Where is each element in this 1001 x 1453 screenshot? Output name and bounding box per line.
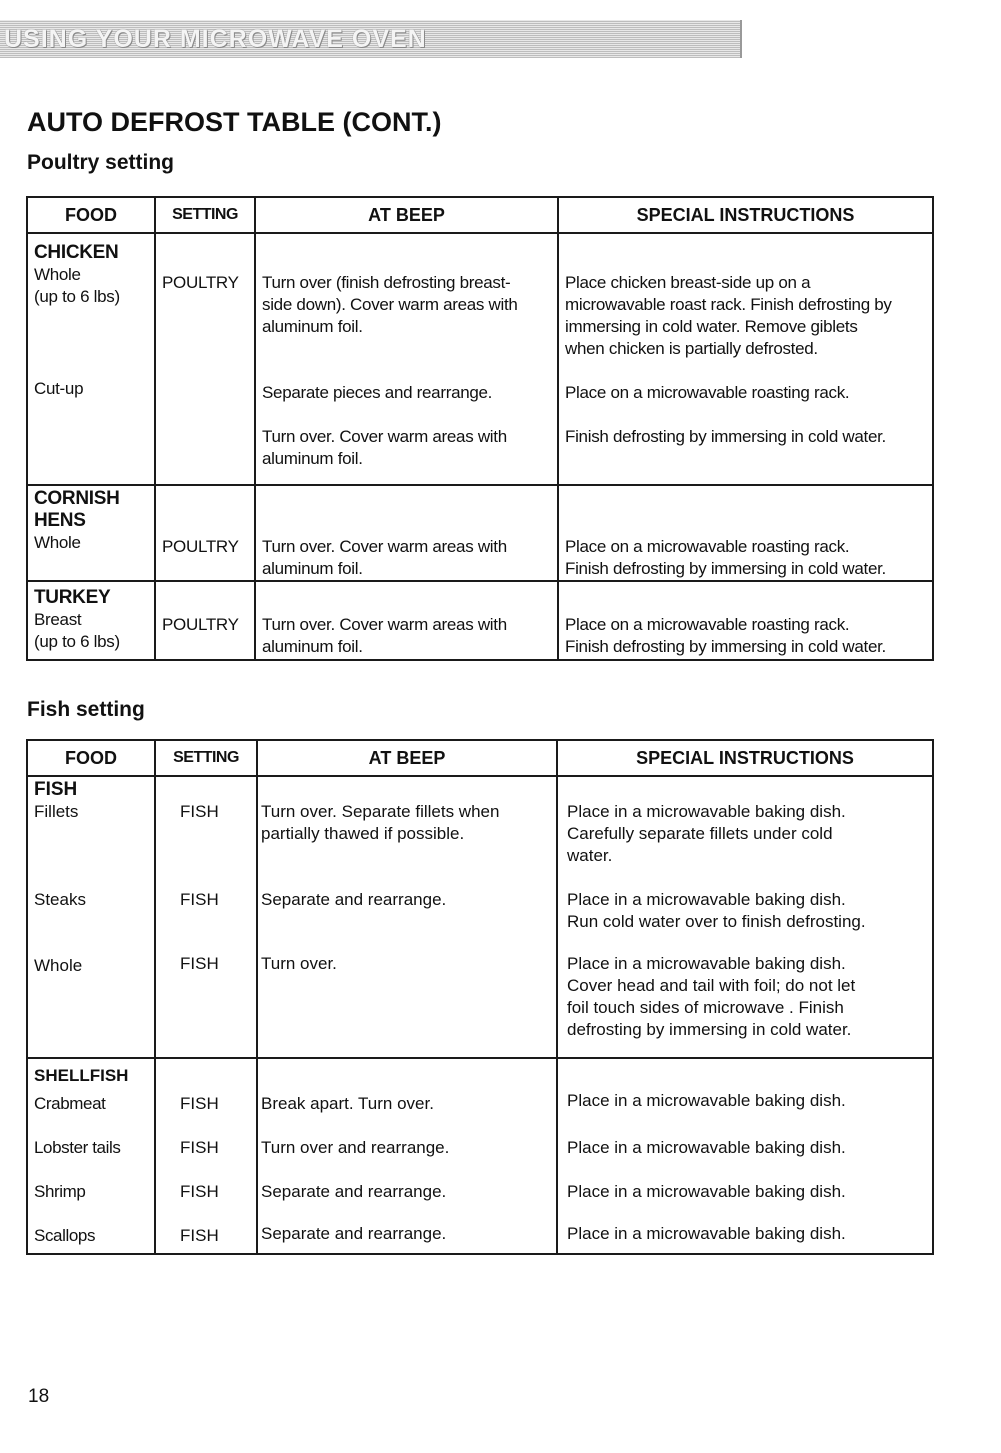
page-title: AUTO DEFROST TABLE (CONT.) xyxy=(27,107,442,137)
food-cell xyxy=(27,233,155,360)
at-beep-cell: Separate and rearrange. xyxy=(257,1159,557,1203)
column-header-food: FOOD xyxy=(27,197,155,233)
food-category-shellfish: SHELLFISH xyxy=(34,1066,129,1085)
column-header-setting: SETTING xyxy=(155,197,255,233)
at-beep-cell xyxy=(255,485,558,581)
table-header-row xyxy=(27,740,933,776)
food-cell xyxy=(27,404,155,485)
food-name: Cut-up xyxy=(27,360,155,404)
setting-cell xyxy=(155,1058,257,1087)
food-cell xyxy=(27,1058,155,1087)
text-line: Carefully separate fillets under cold xyxy=(567,824,833,843)
food-qualifier: (up to 6 lbs) xyxy=(34,632,120,651)
fish-section-title: Fish setting xyxy=(27,698,145,721)
text-line: Run cold water over to finish defrosting. xyxy=(567,912,866,931)
food-category-turkey: TURKEY xyxy=(34,587,111,608)
page-number: 18 xyxy=(28,1386,50,1407)
setting-cell: POULTRY xyxy=(155,581,255,660)
table-row xyxy=(27,1087,933,1115)
text-line: water. xyxy=(567,846,613,865)
setting-cell: FISH xyxy=(155,1203,257,1254)
food-name: Steaks xyxy=(27,867,155,933)
text-line: side down). Cover warm areas with xyxy=(262,295,518,314)
column-header-at-beep: AT BEEP xyxy=(255,197,558,233)
text-line: Turn over. Cover warm areas with xyxy=(262,615,507,634)
table-row xyxy=(27,1058,933,1087)
fish-defrost-table xyxy=(26,739,934,1255)
food-name: Whole xyxy=(34,265,81,284)
at-beep-cell: Separate pieces and rearrange. xyxy=(255,360,558,404)
section-header-band xyxy=(0,20,742,58)
food-name: Breast xyxy=(34,610,82,629)
food-name: Whole xyxy=(27,933,155,1058)
setting-cell: FISH xyxy=(155,1159,257,1203)
setting-cell xyxy=(155,360,255,404)
at-beep-cell xyxy=(255,404,558,485)
at-beep-cell: Separate and rearrange. xyxy=(257,867,557,933)
table-row xyxy=(27,360,933,404)
food-name: Shrimp xyxy=(27,1159,155,1203)
text-line: Place in a microwavable baking dish. xyxy=(567,802,846,821)
column-header-special-instructions: SPECIAL INSTRUCTIONS xyxy=(557,740,933,776)
table-row xyxy=(27,404,933,485)
food-name: Scallops xyxy=(27,1203,155,1254)
table-row xyxy=(27,933,933,1058)
at-beep-cell: Break apart. Turn over. xyxy=(257,1087,557,1115)
special-instructions-cell: Place in a microwavable baking dish. xyxy=(557,1159,933,1203)
food-qualifier: (up to 6 lbs) xyxy=(34,287,120,306)
table-row xyxy=(27,1159,933,1203)
setting-cell: FISH xyxy=(155,1115,257,1159)
text-line: foil touch sides of microwave . Finish xyxy=(567,998,844,1017)
food-cell xyxy=(27,581,155,660)
text-line: Place on a microwavable roasting rack. xyxy=(565,615,850,634)
setting-cell: FISH xyxy=(155,867,257,933)
column-header-special-instructions: SPECIAL INSTRUCTIONS xyxy=(558,197,933,233)
setting-cell: FISH xyxy=(155,1087,257,1115)
food-cell xyxy=(27,776,155,867)
special-instructions-cell xyxy=(557,933,933,1058)
food-category-fish: FISH xyxy=(34,779,78,800)
text-line: Turn over. Cover warm areas with xyxy=(262,427,507,446)
poultry-section-title: Poultry setting xyxy=(27,151,175,174)
text-line: Turn over. Cover warm areas with xyxy=(262,537,507,556)
food-category-chicken: CHICKEN xyxy=(34,242,119,263)
special-instructions-cell xyxy=(558,485,933,581)
table-row xyxy=(27,581,933,660)
special-instructions-cell: Place in a microwavable baking dish. xyxy=(557,1115,933,1159)
text-line: immersing in cold water. Remove giblets xyxy=(565,317,858,336)
special-instructions-cell xyxy=(557,1058,933,1087)
table-row xyxy=(27,776,933,867)
food-cell xyxy=(27,485,155,581)
text-line: Place in a microwavable baking dish. xyxy=(567,954,846,973)
setting-cell xyxy=(155,404,255,485)
at-beep-cell: Turn over and rearrange. xyxy=(257,1115,557,1159)
column-header-at-beep: AT BEEP xyxy=(257,740,557,776)
table-row xyxy=(27,1203,933,1254)
setting-cell: FISH xyxy=(155,776,257,867)
text-line: partially thawed if possible. xyxy=(261,824,465,843)
text-line: when chicken is partially defrosted. xyxy=(565,339,818,358)
special-instructions-cell xyxy=(557,776,933,867)
at-beep-cell xyxy=(255,581,558,660)
poultry-defrost-table xyxy=(26,196,934,661)
section-header-text: USING YOUR MICROWAVE OVEN xyxy=(4,25,427,53)
at-beep-cell xyxy=(257,776,557,867)
at-beep-cell: Separate and rearrange. xyxy=(257,1203,557,1254)
text-line: Turn over. Separate fillets when xyxy=(261,802,500,821)
setting-cell: POULTRY xyxy=(155,485,255,581)
at-beep-cell xyxy=(255,233,558,360)
table-header-row xyxy=(27,197,933,233)
special-instructions-cell xyxy=(558,233,933,360)
text-line: defrosting by immersing in cold water. xyxy=(567,1020,852,1039)
setting-cell: FISH xyxy=(155,933,257,1058)
table-row xyxy=(27,485,933,581)
text-line: aluminum foil. xyxy=(262,449,363,468)
at-beep-cell: Turn over. xyxy=(257,933,557,1058)
table-row xyxy=(27,867,933,933)
text-line: aluminum foil. xyxy=(262,559,363,578)
text-line: Finish defrosting by immersing in cold water. xyxy=(565,637,886,656)
at-beep-cell xyxy=(257,1058,557,1087)
food-name: Fillets xyxy=(34,802,79,821)
special-instructions-cell: Place in a microwavable baking dish. xyxy=(557,1203,933,1254)
special-instructions-cell xyxy=(558,581,933,660)
column-header-setting: SETTING xyxy=(155,740,257,776)
table-row xyxy=(27,1115,933,1159)
text-line: Cover head and tail with foil; do not let xyxy=(567,976,856,995)
food-category-cornish: CORNISH xyxy=(34,488,120,509)
food-name: Whole xyxy=(34,533,81,552)
special-instructions-cell: Place on a microwavable roasting rack. xyxy=(558,360,933,404)
table-row xyxy=(27,233,933,360)
food-name: Lobster tails xyxy=(27,1115,155,1159)
special-instructions-cell xyxy=(557,867,933,933)
setting-cell: POULTRY xyxy=(155,233,255,360)
text-line: Place chicken breast-side up on a xyxy=(565,273,811,292)
text-line: Place in a microwavable baking dish. xyxy=(567,890,846,909)
special-instructions-cell: Place in a microwavable baking dish. xyxy=(557,1087,933,1115)
food-category-hens: HENS xyxy=(34,510,86,531)
special-instructions-cell: Finish defrosting by immersing in cold water. xyxy=(558,404,933,485)
food-name: Crabmeat xyxy=(27,1087,155,1115)
text-line: Finish defrosting by immersing in cold water. xyxy=(565,559,886,578)
column-header-food: FOOD xyxy=(27,740,155,776)
text-line: Turn over (finish defrosting breast- xyxy=(262,273,511,292)
text-line: aluminum foil. xyxy=(262,317,363,336)
text-line: Place on a microwavable roasting rack. xyxy=(565,537,850,556)
text-line: aluminum foil. xyxy=(262,637,363,656)
text-line: microwavable roast rack. Finish defrosting by xyxy=(565,295,892,314)
